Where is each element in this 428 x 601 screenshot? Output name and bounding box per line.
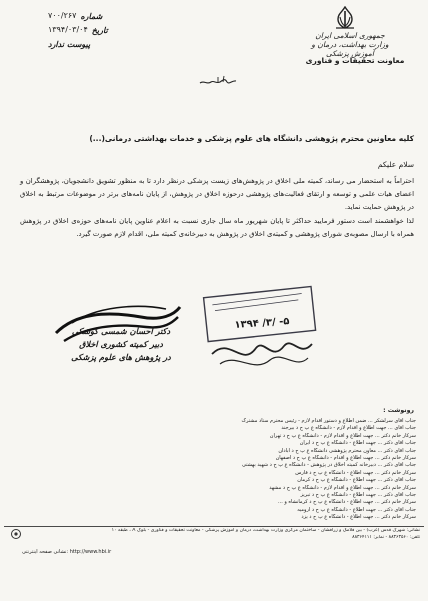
cc-item: سرکار خانم دکتر ... جهت اطلاع و اقدام لازم - دانشگاه ع پ ح د مشهد bbox=[269, 484, 416, 491]
department-name: معاونت تحقیقات و فناوری bbox=[305, 56, 405, 65]
cc-item: سرکار خانم دکتر ... جهت اطلاع - دانشگاه ع پ ح د کرمانشاه و ... bbox=[278, 499, 416, 506]
footer-website[interactable]: نشانی صفحه اینترنتی: http://www.hbi.ir bbox=[22, 549, 112, 555]
cc-heading: رونوشت : bbox=[383, 407, 414, 414]
cc-item: سرکار خانم دکتر ... جهت اطلاع و اقدام - دانشگاه ع پ ح د اصفهان bbox=[275, 455, 416, 462]
body-paragraph-2: لذا خواهشمند است دستور فرمایید حداکثر تا پایان شهریور ماه سال جاری نسبت به اعلام عناوین پایان نامه‌های حوزه‌ی اخلاق در پژوهش همراه با ارسال مصوبه‌ی شورای پژوهشی و کمیته‌ی اخلاق در پژوهش به دبیرخانه‌ی کمیته ملی، اقدام لازم صورت گیرد. bbox=[20, 216, 414, 238]
received-stamp bbox=[200, 278, 320, 393]
bismillah-calligraphy bbox=[198, 74, 238, 88]
footer-address-line1: نشانی: شهرک قدس (غرب) - بین فلامک و زرافشان - ساختمان مرکزی وزارت بهداشت، درمان و آموزش پزشکی - معاونت تحقیقات و فناوری - بلوک A ، طبقه ۱۰ bbox=[111, 528, 420, 533]
signature-block bbox=[60, 325, 182, 364]
signatory-name: دکتر احسان شمسی کوشکی bbox=[71, 326, 171, 336]
date-row bbox=[48, 23, 178, 37]
stamp-date: ۱۳۹۴ /۳/ -۵ bbox=[234, 316, 290, 331]
cc-item: جناب آقای ... جهت اطلاع و اقدام لازم - دانشگاه ع پ ح د بیرجند bbox=[281, 425, 416, 432]
signatory-title-1: دبیر کمیته کشوری اخلاق bbox=[79, 339, 163, 349]
letter-body bbox=[20, 175, 414, 241]
cc-item: سرکار خانم دکتر ... جهت اطلاع - دانشگاه ع پ ح د یزد bbox=[301, 514, 416, 521]
gov-title-line2: وزارت بهداشت، درمان و آموزش پزشکی bbox=[311, 40, 389, 58]
cc-item: جناب آقای دکتر ... جهت اطلاع - دانشگاه ع پ ح د کرمان bbox=[297, 477, 416, 484]
letter-meta bbox=[48, 9, 178, 51]
cc-list bbox=[82, 418, 416, 522]
cc-item: جناب آقای دکتر ... جهت اطلاع - دانشگاه ع پ ح د ارومیه bbox=[297, 506, 416, 513]
date-value: ۱۳۹۴/۰۳/۰۴ bbox=[48, 25, 88, 34]
attachment-row bbox=[48, 37, 178, 51]
signatory-title-2: در پژوهش های علوم پزشکی bbox=[71, 352, 171, 362]
attachment-label: پیوست ندارد bbox=[48, 39, 91, 49]
cc-item: جناب آقای دکتر ... جهت اطلاع - دانشگاه ع پ ح د ایران bbox=[299, 440, 416, 447]
cc-item: جناب آقای دکتر ... دبیرخانه کمیته اخلاق در پژوهش - دانشگاه ع پ ح د شهید بهشتی bbox=[241, 462, 416, 469]
date-label: تاریخ bbox=[91, 25, 108, 35]
body-paragraph-1: احتراماً به استحضار می رساند، کمیته ملی اخلاق در پژوهش‌های زیست پزشکی درنظر دارد تا به منظور تشویق دانشجویان، پژوهشگران و اعضای هیات علمی و توسعه و ارتقای فعالیت‌های پژوهشی درحوزه اخلاق در پژوهش، از پایان نامه‌های برتر در موضوعات مرتبط به اخلاق در پژوهش حمایت نماید. bbox=[20, 177, 414, 212]
ministry-title bbox=[300, 31, 400, 58]
number-row bbox=[48, 9, 178, 23]
cc-item: سرکار خانم دکتر ... جهت اطلاع و اقدام لازم - دانشگاه ع پ ح د تهران bbox=[269, 432, 416, 439]
gov-title-line1: جمهوری اسلامی ایران bbox=[315, 31, 385, 40]
number-value: ۷۰۰/۲۶۷ bbox=[48, 11, 77, 20]
number-label: شماره bbox=[80, 11, 103, 21]
cc-item: سرکار خانم دکتر ... جهت اطلاع - دانشگاه ع پ ح د فارس bbox=[295, 469, 416, 476]
cc-item: جناب آقای دکتر ... جهت اطلاع - دانشگاه ع پ ح د تبریز bbox=[300, 492, 416, 499]
footer-address-line2: تلفن: ۸۸۳۶۳۵۶۰ - نمابر: ۸۸۳۶۴۱۱۱ bbox=[352, 534, 420, 540]
salutation: سلام علیکم bbox=[377, 160, 414, 169]
cc-item: جناب آقای سرلشکر ... ضمن اطلاع و دستور اقدام لازم - رئیس محترم ستاد مشترک bbox=[241, 418, 416, 424]
addressee: کلیه معاونین محترم پژوهشی دانشگاه های علوم پزشکی و خدمات بهداشتی درمانی(...) bbox=[89, 134, 414, 143]
iran-emblem-icon bbox=[332, 6, 358, 30]
cc-item: جناب آقای دکتر ... معاون محترم پژوهشی دانشگاه ع پ ح د آبادان bbox=[278, 447, 416, 454]
